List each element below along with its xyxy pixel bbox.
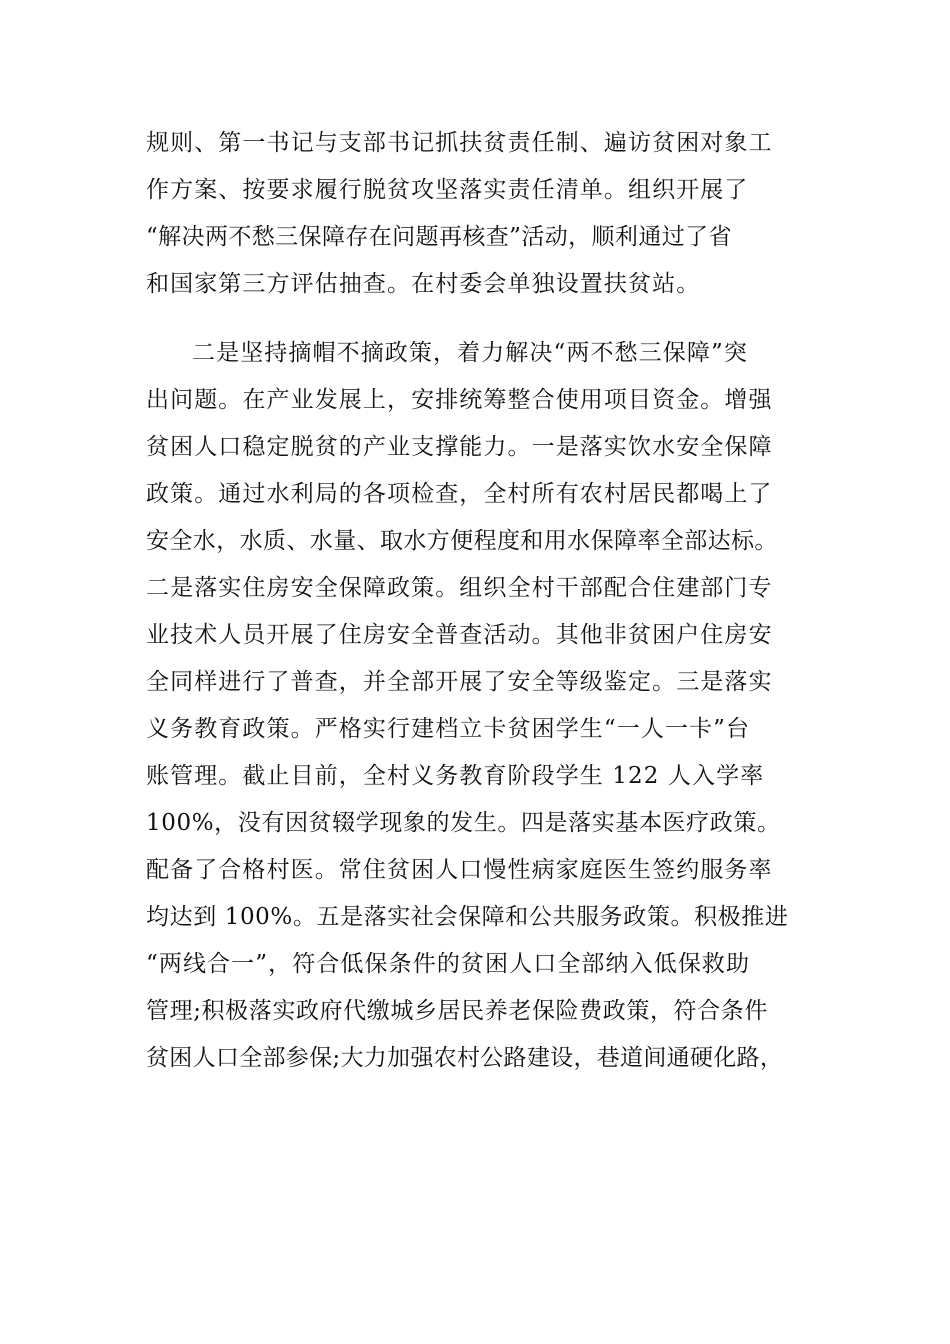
text-line: 二是坚持摘帽不摘政策，着力解决“两不愁三保障”突 bbox=[192, 340, 748, 366]
text-line: 均达到 100%。五是落实社会保障和公共服务政策。积极推进 bbox=[146, 904, 789, 930]
text-line: 出问题。在产业发展上，安排统筹整合使用项目资金。增强 bbox=[146, 387, 773, 413]
text-line: 管理;积极落实政府代缴城乡居民养老保险费政策，符合条件 bbox=[146, 998, 768, 1024]
text-line: 和国家第三方评估抽查。在村委会单独设置扶贫站。 bbox=[146, 271, 701, 297]
text-line: “两线合一”，符合低保条件的贫困人口全部纳入低保救助 bbox=[146, 951, 751, 977]
text-line: 贫困人口全部参保;大力加强农村公路建设，巷道间通硬化路， bbox=[146, 1045, 784, 1071]
text-line: 账管理。截止目前，全村义务教育阶段学生 122 人入学率 bbox=[146, 763, 765, 789]
text-line: 配备了合格村医。常住贫困人口慢性病家庭医生签约服务率 bbox=[146, 857, 773, 883]
document-body bbox=[146, 120, 806, 1082]
text-line: 作方案、按要求履行脱贫攻坚落实责任清单。组织开展了 bbox=[146, 177, 749, 203]
text-line: 100%，没有因贫辍学现象的发生。四是落实基本医疗政策。 bbox=[146, 810, 781, 836]
paragraph-1 bbox=[146, 120, 806, 308]
text-line: 义务教育政策。严格实行建档立卡贫困学生“一人一卡”台 bbox=[146, 716, 751, 742]
text-line: 规则、第一书记与支部书记抓扶贫责任制、遍访贫困对象工 bbox=[146, 130, 773, 156]
text-line: 二是落实住房安全保障政策。组织全村干部配合住建部门专 bbox=[146, 575, 773, 601]
text-line: “解决两不愁三保障存在问题再核查”活动，顺利通过了省 bbox=[146, 224, 732, 250]
text-line: 政策。通过水利局的各项检查，全村所有农村居民都喝上了 bbox=[146, 481, 773, 507]
paragraph-spacer bbox=[146, 308, 806, 330]
text-line: 安全水，水质、水量、取水方便程度和用水保障率全部达标。 bbox=[146, 528, 778, 554]
text-line: 业技术人员开展了住房安全普查活动。其他非贫困户住房安 bbox=[146, 622, 773, 648]
paragraph-2 bbox=[146, 330, 806, 1082]
text-line: 贫困人口稳定脱贫的产业支撑能力。一是落实饮水安全保障 bbox=[146, 434, 773, 460]
text-line: 全同样进行了普查，并全部开展了安全等级鉴定。三是落实 bbox=[146, 669, 773, 695]
